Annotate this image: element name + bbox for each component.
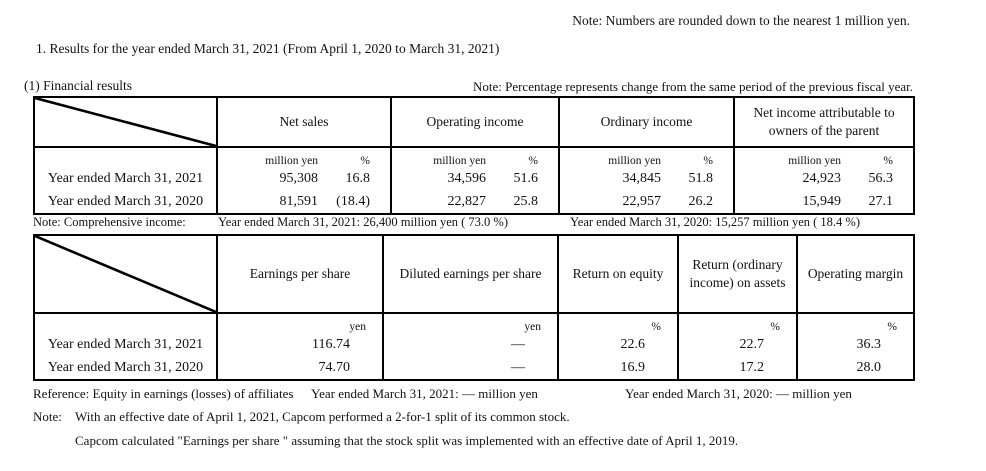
unit-cell bbox=[559, 147, 734, 167]
amount-value: 81,591 bbox=[279, 193, 318, 209]
table-row-fy2020 bbox=[34, 190, 914, 214]
value-cell: 36.3 bbox=[797, 333, 914, 356]
stock-split-note-label: Note: bbox=[33, 409, 62, 424]
per-share-indicators-table bbox=[33, 234, 915, 381]
unit-percent: % bbox=[797, 313, 914, 333]
comprehensive-income-note bbox=[33, 215, 913, 233]
diagonal-header-cell bbox=[34, 97, 217, 147]
row-label: Year ended March 31, 2021 bbox=[34, 333, 217, 356]
equity-reference-label: Reference: Equity in earnings (losses) of affiliates bbox=[33, 386, 294, 401]
amount-value: 24,923 bbox=[802, 170, 841, 186]
section-title: 1. Results for the year ended March 31, 2021 (From April 1, 2020 to March 31, 2021) bbox=[36, 41, 500, 56]
unit-yen: yen bbox=[217, 313, 383, 333]
unit-cell bbox=[734, 147, 914, 167]
equity-reference-note bbox=[33, 386, 953, 404]
percentage-note: Note: Percentage represents change from the same period of the previous fiscal year. bbox=[472, 79, 913, 94]
unit-yen: yen bbox=[383, 313, 558, 333]
value-cell: 116.74 bbox=[217, 333, 383, 356]
unit-million-yen: million yen bbox=[608, 155, 661, 167]
amount-value: 95,308 bbox=[279, 170, 318, 186]
comprehensive-income-label: Note: Comprehensive income: bbox=[33, 215, 186, 229]
value-cell bbox=[734, 167, 914, 190]
row-label: Year ended March 31, 2020 bbox=[34, 356, 217, 380]
unit-row-label-cell bbox=[34, 147, 217, 167]
value-cell: — bbox=[383, 333, 558, 356]
percent-value: 25.8 bbox=[513, 193, 538, 209]
value-cell bbox=[217, 167, 391, 190]
col-header-operating-margin: Operating margin bbox=[797, 235, 914, 313]
percent-value: 51.8 bbox=[688, 170, 713, 186]
percent-value: (18.4) bbox=[336, 193, 370, 209]
value-cell: 17.2 bbox=[678, 356, 797, 380]
row-label: Year ended March 31, 2020 bbox=[34, 190, 217, 214]
percent-value: 56.3 bbox=[868, 170, 893, 186]
value-cell: 22.7 bbox=[678, 333, 797, 356]
unit-percent: % bbox=[678, 313, 797, 333]
value-cell: 74.70 bbox=[217, 356, 383, 380]
diagonal-line-icon bbox=[35, 98, 216, 146]
unit-million-yen: million yen bbox=[265, 155, 318, 167]
unit-percent: % bbox=[703, 155, 713, 167]
stock-split-note-text: With an effective date of April 1, 2021, Capcom performed a 2-for-1 split of its common stock. bbox=[75, 409, 570, 424]
unit-row-label-cell bbox=[34, 313, 217, 333]
value-cell bbox=[734, 190, 914, 214]
stock-split-note bbox=[33, 409, 570, 425]
subsection-title: (1) Financial results bbox=[24, 78, 132, 93]
col-header-net-sales: Net sales bbox=[217, 97, 391, 147]
percent-value: 16.8 bbox=[345, 170, 370, 186]
diagonal-line-icon bbox=[35, 236, 216, 312]
row-label: Year ended March 31, 2021 bbox=[34, 167, 217, 190]
col-header-operating-income: Operating income bbox=[391, 97, 559, 147]
value-cell: — bbox=[383, 356, 558, 380]
value-cell bbox=[217, 190, 391, 214]
amount-value: 15,949 bbox=[802, 193, 841, 209]
value-cell bbox=[559, 190, 734, 214]
unit-percent: % bbox=[883, 155, 893, 167]
unit-million-yen: million yen bbox=[433, 155, 486, 167]
equity-reference-fy2021: Year ended March 31, 2021: — million yen bbox=[311, 386, 538, 401]
percent-value: 26.2 bbox=[688, 193, 713, 209]
unit-million-yen: million yen bbox=[788, 155, 841, 167]
unit-percent: % bbox=[360, 155, 370, 167]
amount-value: 34,845 bbox=[622, 170, 661, 186]
amount-value: 22,827 bbox=[447, 193, 486, 209]
value-cell: 22.6 bbox=[558, 333, 678, 356]
rounding-note: Note: Numbers are rounded down to the nearest 1 million yen. bbox=[572, 13, 910, 28]
percent-value: 27.1 bbox=[868, 193, 893, 209]
col-header-ordinary-income: Ordinary income bbox=[559, 97, 734, 147]
unit-row bbox=[34, 147, 914, 167]
diagonal-header-cell bbox=[34, 235, 217, 313]
col-header-net-income: Net income attributable to owners of the parent bbox=[734, 97, 914, 147]
comprehensive-income-fy2021: Year ended March 31, 2021: 26,400 million yen ( 73.0 %) bbox=[218, 215, 509, 229]
value-cell: 16.9 bbox=[558, 356, 678, 380]
col-header-diluted-eps: Diluted earnings per share bbox=[383, 235, 558, 313]
table-row-fy2021 bbox=[34, 333, 914, 356]
unit-row bbox=[34, 313, 914, 333]
value-cell: 28.0 bbox=[797, 356, 914, 380]
value-cell bbox=[391, 167, 559, 190]
unit-percent: % bbox=[558, 313, 678, 333]
amount-value: 34,596 bbox=[447, 170, 486, 186]
col-header-roe: Return on equity bbox=[558, 235, 678, 313]
table-row-fy2020 bbox=[34, 356, 914, 380]
table-row-fy2021 bbox=[34, 167, 914, 190]
financial-results-table bbox=[33, 96, 915, 215]
stock-split-note-continued: Capcom calculated "Earnings per share " assuming that the stock split was implemented with an effective date of April 1, 2019. bbox=[75, 433, 739, 448]
unit-percent: % bbox=[528, 155, 538, 167]
unit-cell bbox=[391, 147, 559, 167]
equity-reference-fy2020: Year ended March 31, 2020: — million yen bbox=[625, 386, 852, 401]
col-header-eps: Earnings per share bbox=[217, 235, 383, 313]
unit-cell bbox=[217, 147, 391, 167]
col-header-roa: Return (ordinary income) on assets bbox=[678, 235, 797, 313]
amount-value: 22,957 bbox=[622, 193, 661, 209]
value-cell bbox=[559, 167, 734, 190]
percent-value: 51.6 bbox=[513, 170, 538, 186]
comprehensive-income-fy2020: Year ended March 31, 2020: 15,257 million yen ( 18.4 %) bbox=[570, 215, 861, 229]
value-cell bbox=[391, 190, 559, 214]
